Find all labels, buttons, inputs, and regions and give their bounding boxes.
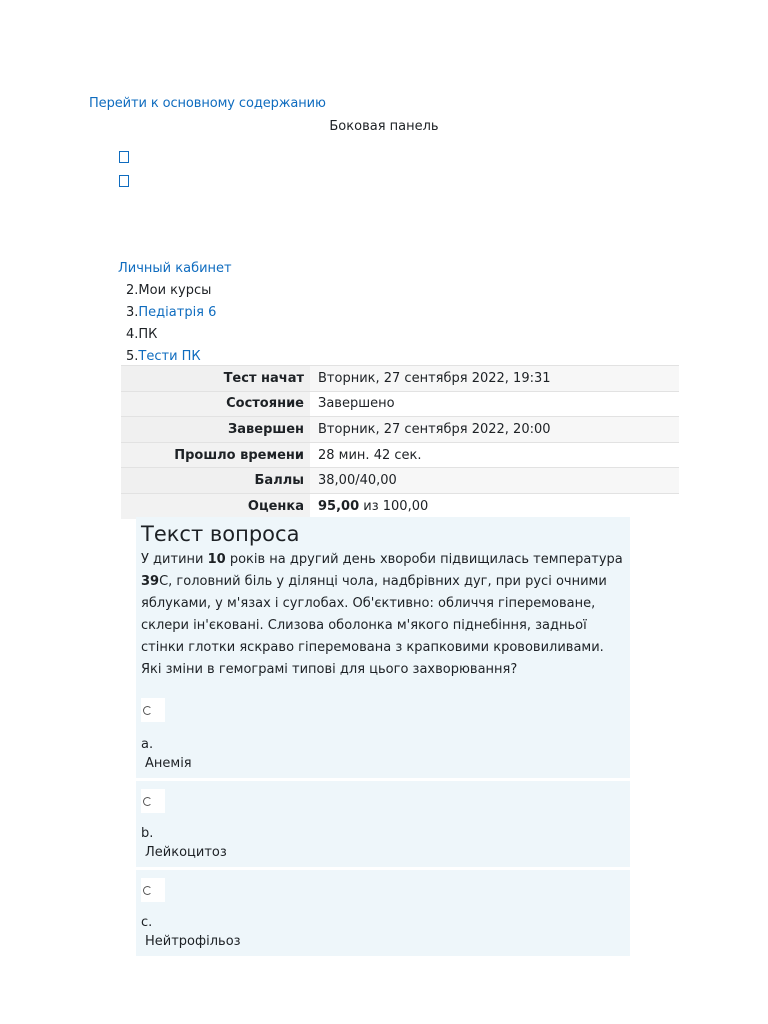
- radio-icon[interactable]: [143, 886, 152, 895]
- row-label: Прошло времени: [121, 442, 310, 468]
- breadcrumb-item-course[interactable]: [118, 302, 232, 324]
- breadcrumb: [118, 258, 232, 368]
- answer-text: Анемія: [145, 756, 192, 771]
- radio-wrapper[interactable]: [141, 878, 165, 902]
- question-text: [141, 549, 626, 681]
- table-row: [121, 442, 679, 468]
- breadcrumb-label: ПК: [138, 327, 158, 342]
- question-text-part: С, головний біль у ділянці чола, надбрівних дуг, при русі очними яблуками, у м'язах і суглобах. Об'єктивно: обличчя гіперемоване, склери ін'єковані. Слизова оболонка м'якого піднебіння, задньої стінки глотки яскраво гіперемована з крапковими крововиливами. Які зміни в гемограмі типові для цього захворювання?: [141, 574, 607, 677]
- question-text-part: років на другий день хвороби підвищилась температура: [225, 552, 623, 567]
- question-block: [136, 517, 630, 695]
- row-label: Состояние: [121, 391, 310, 417]
- answer-letter: a.: [141, 737, 154, 752]
- breadcrumb-label: Мои курсы: [138, 283, 212, 298]
- row-value: Завершено: [310, 391, 679, 417]
- breadcrumb-number: 2.: [126, 283, 139, 298]
- breadcrumb-item-my-courses: [118, 280, 232, 302]
- radio-icon[interactable]: [143, 706, 152, 715]
- breadcrumb-link[interactable]: Личный кабинет: [118, 261, 232, 276]
- grade-suffix: из 100,00: [359, 499, 429, 515]
- row-value: Вторник, 27 сентября 2022, 19:31: [310, 366, 679, 392]
- row-value: 28 мин. 42 сек.: [310, 442, 679, 468]
- row-label: Завершен: [121, 417, 310, 443]
- missing-glyph-icon[interactable]: [119, 175, 129, 187]
- breadcrumb-link[interactable]: Тести ПК: [138, 349, 201, 364]
- grade-value: 95,00: [318, 499, 360, 515]
- breadcrumb-number: 5.: [126, 349, 139, 364]
- missing-glyph-icon[interactable]: [119, 151, 129, 163]
- question-text-bold: 10: [207, 552, 226, 567]
- question-text-part: У дитини: [141, 552, 208, 567]
- answer-option-b[interactable]: [136, 781, 630, 867]
- table-row: [121, 366, 679, 392]
- question-title: Текст вопроса: [141, 522, 300, 546]
- question-text-bold: 39: [141, 574, 160, 589]
- row-value: [310, 493, 679, 519]
- table-row: [121, 391, 679, 417]
- breadcrumb-number: 4.: [126, 327, 139, 342]
- radio-wrapper[interactable]: [141, 698, 165, 722]
- skip-to-content-link[interactable]: Перейти к основному содержанию: [89, 96, 326, 111]
- answer-text: Нейтрофільоз: [145, 934, 241, 949]
- breadcrumb-link[interactable]: Педіатрія 6: [138, 305, 217, 320]
- answer-option-c[interactable]: [136, 870, 630, 956]
- attempt-summary-table: [121, 365, 679, 519]
- row-value: 38,00/40,00: [310, 468, 679, 494]
- table-row: [121, 493, 679, 519]
- answer-letter: b.: [141, 826, 154, 841]
- table-row: [121, 468, 679, 494]
- answer-text: Лейкоцитоз: [145, 845, 227, 860]
- breadcrumb-item-dashboard[interactable]: [118, 258, 232, 280]
- radio-wrapper[interactable]: [141, 789, 165, 813]
- breadcrumb-item-section: [118, 324, 232, 346]
- row-label: Тест начат: [121, 366, 310, 392]
- radio-icon[interactable]: [143, 797, 152, 806]
- row-value: Вторник, 27 сентября 2022, 20:00: [310, 417, 679, 443]
- answer-list: [136, 690, 630, 959]
- answer-letter: c.: [141, 915, 153, 930]
- row-label: Оценка: [121, 493, 310, 519]
- table-row: [121, 417, 679, 443]
- answer-option-a[interactable]: [136, 690, 630, 778]
- sidebar-title: Боковая панель: [329, 119, 439, 134]
- row-label: Баллы: [121, 468, 310, 494]
- breadcrumb-number: 3.: [126, 305, 139, 320]
